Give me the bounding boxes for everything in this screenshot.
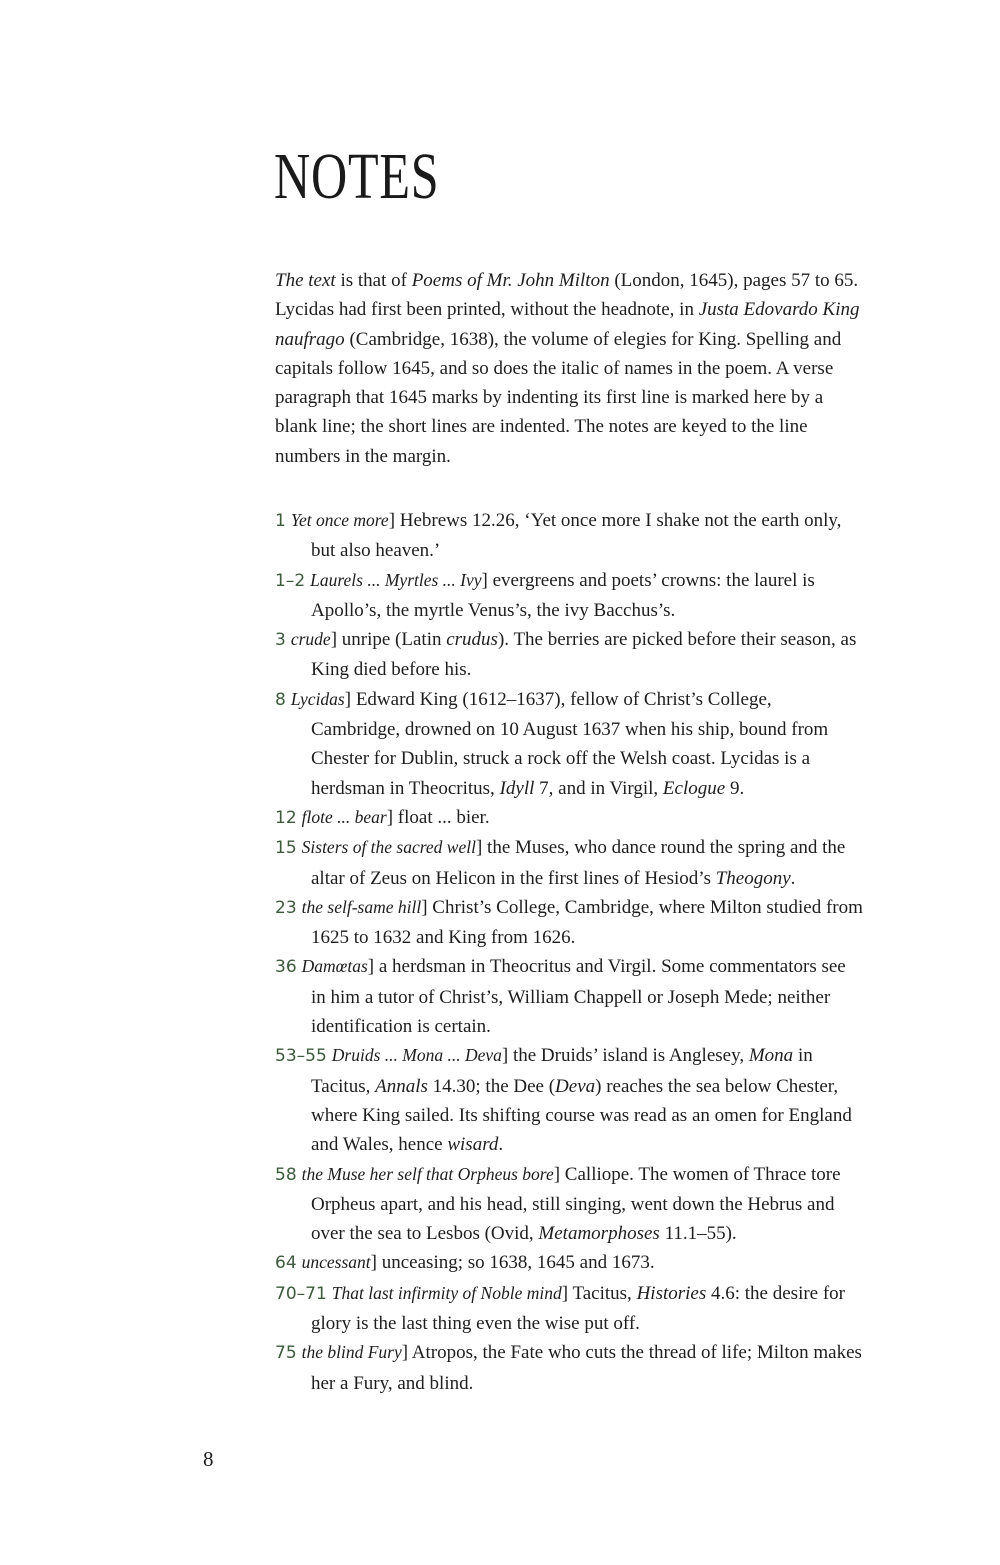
note-gloss-text: ] Christ’s College, Cambridge, where Milton studied from 1625 to 1632 and King from 1626. xyxy=(311,896,863,949)
note-line-number: 8 xyxy=(275,689,286,710)
note-gloss-italic-text: Annals xyxy=(375,1075,428,1097)
note-gloss-italic-text: Theogony xyxy=(715,867,791,889)
note-entry xyxy=(275,893,865,953)
note-lemma: Yet once more xyxy=(290,510,389,530)
note-entry xyxy=(275,685,865,803)
note-entry xyxy=(275,1041,865,1159)
note-gloss-text: ] unripe (Latin xyxy=(330,629,447,651)
note-entry xyxy=(275,833,865,893)
note-gloss-text: ] Hebrews 12.26, ‘Yet once more I shake not the earth only, but also heaven.’ xyxy=(311,510,842,562)
note-line-number: 12 xyxy=(275,807,297,828)
note-gloss-text: ] Edward King (1612–1637), fellow of Christ’s College, Cambridge, drowned on 10 August 1637 when his ship, bound from Chester for Dublin, struck a rock off the Welsh coast. Lycidas is a herdsman in Theocritus, xyxy=(311,688,829,799)
note-gloss-text: ] Atropos, the Fate who cuts the thread of life; Milton makes her a Fury, and blind. xyxy=(311,1342,862,1394)
note-gloss-text: ] the Muses, who dance round the spring and the altar of Zeus on Helicon in the first lines of Hesiod’s xyxy=(311,837,846,889)
note-gloss-text: ). The berries are picked before their season, as King died before his. xyxy=(311,629,857,681)
intro-italic-text: Justa Edovardo King naufrago xyxy=(275,299,860,350)
note-lemma: Sisters of the sacred well xyxy=(301,837,476,858)
page-number: 8 xyxy=(203,1447,214,1471)
note-entry xyxy=(275,566,865,626)
note-line-number: 70–71 xyxy=(275,1283,327,1304)
note-lemma: Laurels ... Myrtles ... Ivy xyxy=(310,569,482,590)
note-gloss-text: ] unceasing; so 1638, 1645 and 1673. xyxy=(370,1252,655,1274)
note-lemma: flote ... bear xyxy=(301,806,387,827)
note-entry xyxy=(275,506,865,566)
note-entry xyxy=(275,1279,865,1339)
note-gloss-text: ) reaches the sea below Chester, where King sailed. Its shifting course was read as an omen for England and Wales, hence xyxy=(311,1075,852,1156)
note-gloss-italic-text: Metamorphoses xyxy=(538,1223,660,1245)
note-line-number: 53–55 xyxy=(275,1046,327,1067)
intro-italic-text: Poems of Mr. John Milton xyxy=(411,270,610,291)
note-lemma: the self-same hill xyxy=(301,896,422,917)
note-line-number: 1 xyxy=(275,511,286,531)
note-gloss-text: 4.6: the desire for glory is the last thing even the wise put off. xyxy=(311,1282,846,1335)
note-gloss-text: ] Tacitus, xyxy=(561,1282,637,1304)
note-gloss-italic-text: Histories xyxy=(636,1282,707,1304)
note-entry xyxy=(275,1248,865,1278)
note-gloss-text: in Tacitus, xyxy=(311,1045,813,1097)
note-gloss-italic-text: Mona xyxy=(748,1045,794,1067)
note-gloss-text: 7, and in Virgil, xyxy=(534,777,663,799)
note-gloss-italic-text: Deva xyxy=(555,1075,596,1097)
intro-text: is that of xyxy=(335,270,412,291)
note-entry xyxy=(275,625,865,685)
note-line-number: 58 xyxy=(275,1164,297,1185)
intro-italic-text: The text xyxy=(275,270,336,291)
note-entry xyxy=(275,1160,865,1249)
note-line-number: 23 xyxy=(275,897,297,918)
note-gloss-italic-text: wisard xyxy=(447,1134,499,1156)
note-entry xyxy=(275,1338,865,1398)
note-gloss-text: ] evergreens and poets’ crowns: the laurel is Apollo’s, the myrtle Venus’s, the ivy Bacchus’s. xyxy=(311,569,815,621)
note-lemma: crude xyxy=(290,629,331,650)
note-gloss-text: ] a herdsman in Theocritus and Virgil. Some commentators see in him a tutor of Christ’s, William Chappell or Joseph Mede; neither identification is certain. xyxy=(311,956,846,1038)
note-gloss-text: . xyxy=(790,867,796,889)
note-lemma: Lycidas xyxy=(290,688,345,709)
note-gloss-text: ] float ... bier. xyxy=(386,806,490,828)
page-title: NOTES xyxy=(274,140,440,213)
notes-list xyxy=(275,506,865,1398)
note-line-number: 36 xyxy=(275,957,297,978)
note-entry xyxy=(275,803,865,833)
note-lemma: Damœtas xyxy=(301,956,368,977)
note-lemma: the Muse her self that Orpheus bore xyxy=(301,1163,554,1184)
note-gloss-italic-text: Eclogue xyxy=(662,777,726,799)
note-lemma: Druids ... Mona ... Deva xyxy=(331,1045,502,1066)
note-line-number: 3 xyxy=(275,630,286,651)
note-lemma: uncessant xyxy=(301,1252,371,1273)
note-line-number: 75 xyxy=(275,1343,297,1364)
note-gloss-text: 11.1–55). xyxy=(659,1223,737,1245)
intro-text: (London, 1645), pages 57 to 65. Lycidas had first been printed, without the headnote, in xyxy=(275,270,859,321)
note-lemma: the blind Fury xyxy=(301,1342,402,1363)
note-gloss-text: . xyxy=(498,1134,504,1156)
intro-text: (Cambridge, 1638), the volume of elegies for King. Spelling and capitals follow 1645, and so does the italic of names in the poem. A verse paragraph that 1645 marks by indenting its first line is marked here by a blank line; the short lines are indented. The notes are keyed to the line numbers in the margin. xyxy=(275,328,842,467)
note-line-number: 15 xyxy=(275,838,297,859)
note-gloss-text: 9. xyxy=(725,777,745,799)
note-lemma: That last infirmity of Noble mind xyxy=(331,1282,562,1303)
note-gloss-text: ] the Druids’ island is Anglesey, xyxy=(501,1045,749,1067)
note-entry xyxy=(275,952,865,1041)
note-line-number: 64 xyxy=(275,1253,297,1274)
note-line-number: 1–2 xyxy=(275,570,306,591)
note-gloss-text: ] Calliope. The women of Thrace tore Orpheus apart, and his head, still singing, went down the Hebrus and over the sea to Lesbos (Ovid, xyxy=(311,1163,841,1245)
note-gloss-italic-text: Idyll xyxy=(499,777,535,799)
note-gloss-italic-text: crudus xyxy=(446,629,498,651)
intro-paragraph xyxy=(275,266,865,471)
note-gloss-text: 14.30; the Dee ( xyxy=(427,1075,556,1097)
